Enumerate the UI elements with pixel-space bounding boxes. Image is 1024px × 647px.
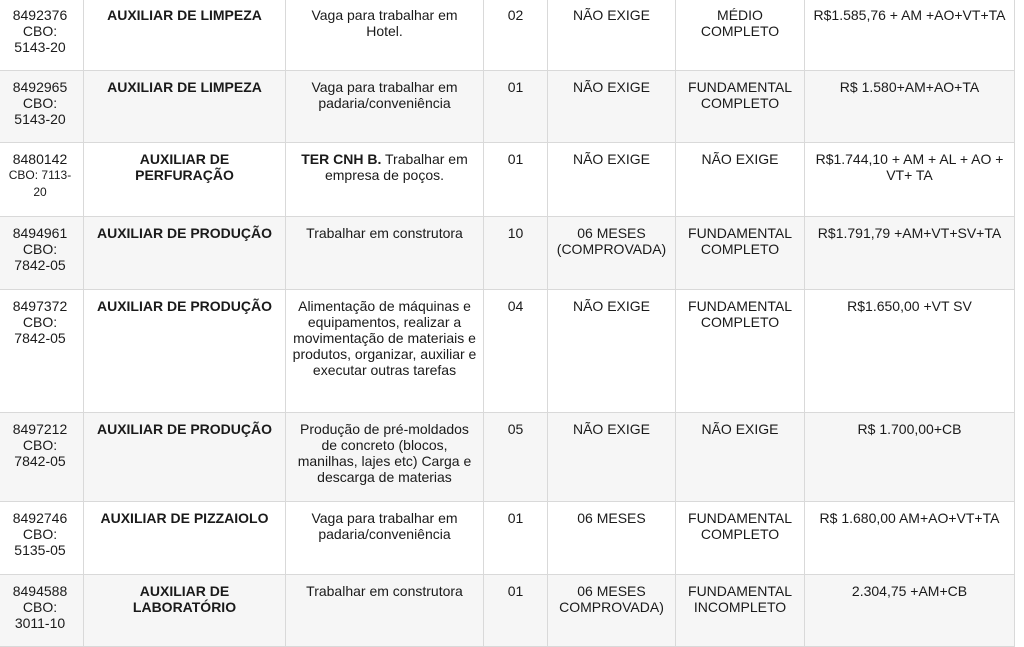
- cbo-code: 5135-05: [14, 542, 66, 558]
- role-cell: AUXILIAR DE PIZZAIOLO: [84, 502, 286, 575]
- experience-cell: NÃO EXIGE: [548, 413, 676, 502]
- cbo-label: CBO: 7113-: [8, 168, 72, 182]
- description-text: Trabalhar em empresa de poços.: [324, 151, 468, 183]
- experience-cell: NÃO EXIGE: [548, 143, 676, 217]
- description-text: Vaga para trabalhar em padaria/conveniência: [311, 510, 458, 542]
- education-cell: FUNDAMENTAL INCOMPLETO: [676, 575, 805, 647]
- description-cell: [286, 413, 484, 502]
- cbo-code: 7842-05: [14, 257, 66, 273]
- education-cell: MÉDIO COMPLETO: [676, 0, 805, 71]
- experience-cell: 06 MESES (COMPROVADA): [548, 217, 676, 290]
- experience-cell: NÃO EXIGE: [548, 71, 676, 143]
- table-row: [0, 575, 1015, 647]
- quantity-cell: 10: [484, 217, 548, 290]
- salary-cell: R$ 1.680,00 AM+AO+VT+TA: [805, 502, 1015, 575]
- code-cell: [0, 143, 84, 217]
- salary-cell: R$ 1.700,00+CB: [805, 413, 1015, 502]
- cbo-code: 20: [33, 185, 47, 199]
- quantity-cell: 02: [484, 0, 548, 71]
- quantity-cell: 05: [484, 413, 548, 502]
- cbo-label: CBO:: [22, 95, 58, 111]
- description-cell: [286, 575, 484, 647]
- cbo-label: CBO:: [22, 526, 58, 542]
- salary-cell: R$1.791,79 +AM+VT+SV+TA: [805, 217, 1015, 290]
- description-text: Vaga para trabalhar em padaria/conveniência: [311, 79, 458, 111]
- vacancy-code: 8494588: [12, 583, 68, 599]
- role-cell: AUXILIAR DE PRODUÇÃO: [84, 217, 286, 290]
- quantity-cell: 01: [484, 71, 548, 143]
- education-cell: NÃO EXIGE: [676, 143, 805, 217]
- cbo-code: 7842-05: [14, 453, 66, 469]
- description-text: Trabalhar em construtora: [306, 225, 463, 241]
- description-cell: [286, 502, 484, 575]
- cbo-code: 3011-10: [14, 615, 66, 631]
- code-cell: [0, 502, 84, 575]
- description-text: Alimentação de máquinas e equipamentos, realizar a movimentação de materiais e produtos, organizar, auxiliar e executar outras tarefas: [292, 298, 477, 378]
- description-cell: [286, 71, 484, 143]
- quantity-cell: 01: [484, 575, 548, 647]
- cbo-label: CBO:: [22, 437, 58, 453]
- salary-cell: R$1.585,76 + AM +AO+VT+TA: [805, 0, 1015, 71]
- role-cell: AUXILIAR DE LABORATÓRIO: [84, 575, 286, 647]
- experience-cell: NÃO EXIGE: [548, 290, 676, 413]
- code-cell: [0, 0, 84, 71]
- role-cell: AUXILIAR DE LIMPEZA: [84, 71, 286, 143]
- table-row: [0, 502, 1015, 575]
- salary-cell: R$1.744,10 + AM + AL + AO + VT+ TA: [805, 143, 1015, 217]
- role-cell: AUXILIAR DE PRODUÇÃO: [84, 413, 286, 502]
- education-cell: NÃO EXIGE: [676, 413, 805, 502]
- cbo-label: CBO:: [22, 241, 58, 257]
- description-highlight: TER CNH B.: [301, 151, 382, 167]
- vacancy-code: 8492965: [12, 79, 68, 95]
- code-cell: [0, 413, 84, 502]
- table-row: [0, 143, 1015, 217]
- description-cell: [286, 0, 484, 71]
- quantity-cell: 01: [484, 502, 548, 575]
- vacancy-code: 8494961: [12, 225, 68, 241]
- vacancy-code: 8480142: [12, 151, 68, 167]
- table-row: [0, 413, 1015, 502]
- code-cell: [0, 290, 84, 413]
- description-cell: [286, 290, 484, 413]
- cbo-label: CBO:: [22, 23, 58, 39]
- experience-cell: NÃO EXIGE: [548, 0, 676, 71]
- code-cell: [0, 575, 84, 647]
- education-cell: FUNDAMENTAL COMPLETO: [676, 71, 805, 143]
- vacancy-code: 8492746: [12, 510, 68, 526]
- education-cell: FUNDAMENTAL COMPLETO: [676, 502, 805, 575]
- table-row: [0, 0, 1015, 71]
- table-row: [0, 290, 1015, 413]
- description-cell: [286, 143, 484, 217]
- table-row: [0, 71, 1015, 143]
- role-cell: AUXILIAR DE PERFURAÇÃO: [84, 143, 286, 217]
- vacancy-code: 8497372: [12, 298, 68, 314]
- cbo-label: CBO:: [22, 599, 58, 615]
- salary-cell: 2.304,75 +AM+CB: [805, 575, 1015, 647]
- code-cell: [0, 71, 84, 143]
- cbo-code: 5143-20: [14, 111, 66, 127]
- description-text: Trabalhar em construtora: [306, 583, 463, 599]
- cbo-code: 5143-20: [14, 39, 66, 55]
- description-text: Vaga para trabalhar em Hotel.: [311, 7, 458, 39]
- education-cell: FUNDAMENTAL COMPLETO: [676, 217, 805, 290]
- code-cell: [0, 217, 84, 290]
- description-text: Produção de pré-moldados de concreto (blocos, manilhas, lajes etc) Carga e descarga de materias: [297, 421, 472, 485]
- description-cell: [286, 217, 484, 290]
- experience-cell: 06 MESES COMPROVADA): [548, 575, 676, 647]
- experience-cell: 06 MESES: [548, 502, 676, 575]
- role-cell: AUXILIAR DE LIMPEZA: [84, 0, 286, 71]
- quantity-cell: 01: [484, 143, 548, 217]
- role-cell: AUXILIAR DE PRODUÇÃO: [84, 290, 286, 413]
- vacancy-code: 8497212: [12, 421, 68, 437]
- education-cell: FUNDAMENTAL COMPLETO: [676, 290, 805, 413]
- cbo-code: 7842-05: [14, 330, 66, 346]
- vacancy-code: 8492376: [12, 7, 68, 23]
- salary-cell: R$1.650,00 +VT SV: [805, 290, 1015, 413]
- salary-cell: R$ 1.580+AM+AO+TA: [805, 71, 1015, 143]
- cbo-label: CBO:: [22, 314, 58, 330]
- table-row: [0, 217, 1015, 290]
- quantity-cell: 04: [484, 290, 548, 413]
